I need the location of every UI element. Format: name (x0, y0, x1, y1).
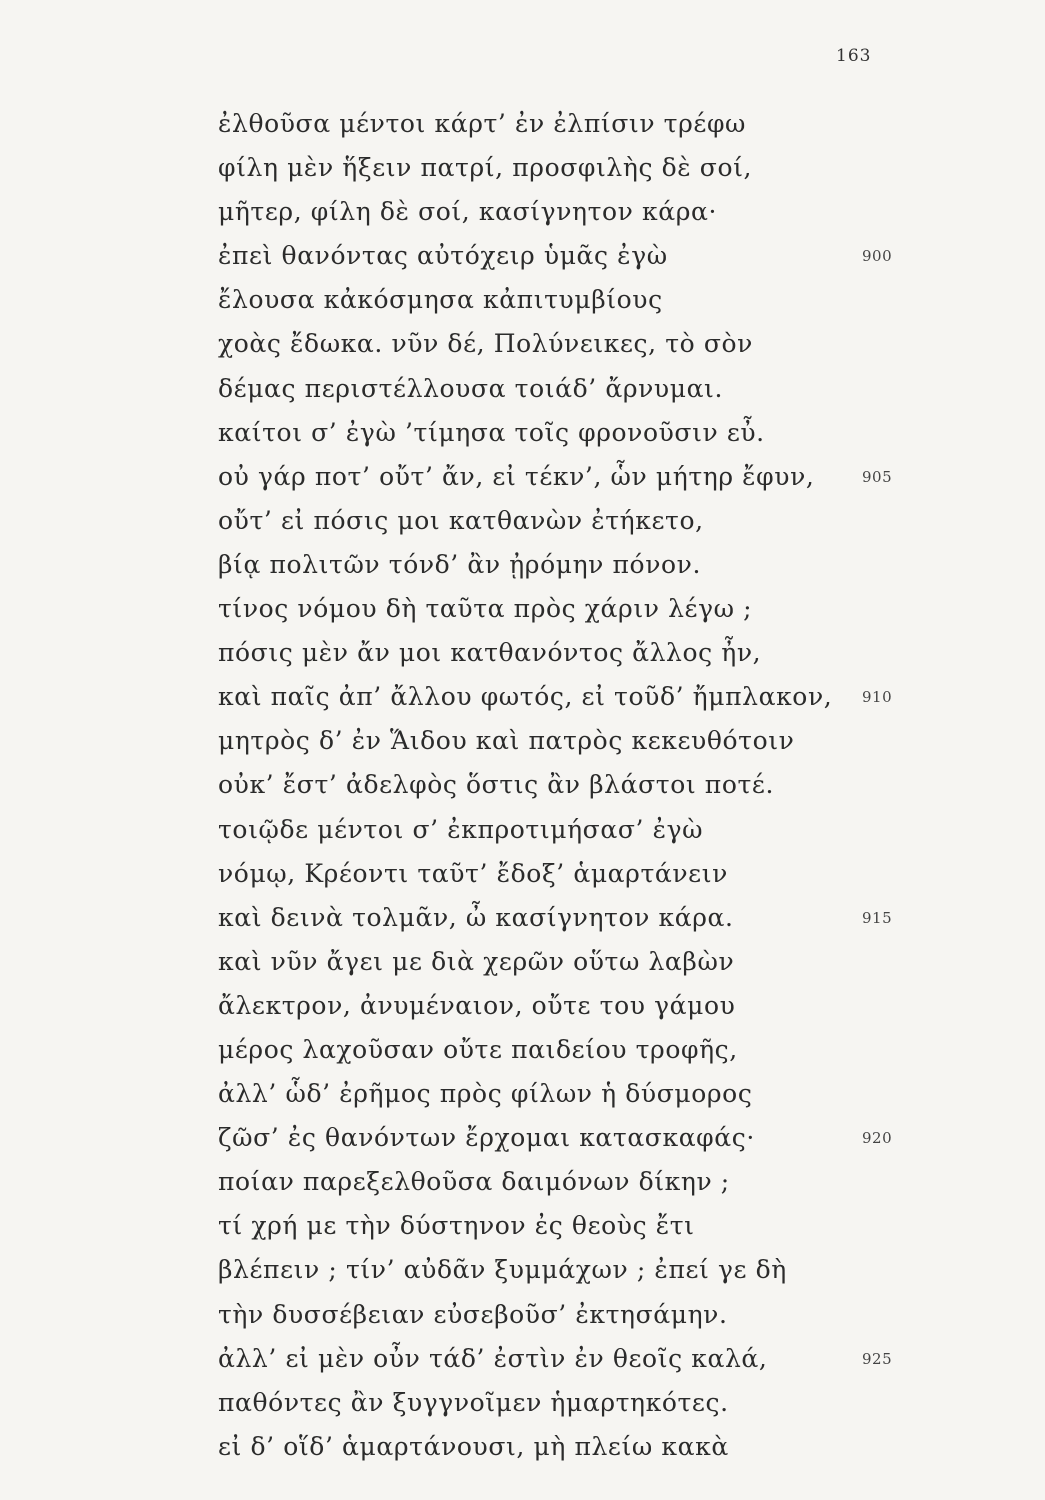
verse-line-text: πόσις μὲν ἄν μοι κατθανόντος ἄλλος ἦν, (218, 638, 762, 668)
verse-line (218, 543, 1018, 587)
verse-line-text: τίνος νόμου δὴ ταῦτα πρὸς χάριν λέγω ; (218, 594, 753, 624)
verse-line (218, 1248, 1018, 1292)
verse-line-text: καίτοι σ’ ἐγὼ ’τίμησα τοῖς φρονοῦσιν εὖ. (218, 417, 765, 447)
verse-line-text: βλέπειν ; τίν’ αὐδᾶν ξυμμάχων ; ἐπεί γε δὴ (218, 1255, 787, 1285)
verse-line-text: εἰ δ’ οἵδ’ ἁμαρτάνουσι, μὴ πλείω κακὰ (218, 1431, 729, 1461)
verse-line-text: οὐ γάρ ποτ’ οὔτ’ ἄν, εἰ τέκν’, ὧν μήτηρ ἔφυν, (218, 461, 815, 491)
verse-line-text: νόμῳ, Κρέοντι ταῦτ’ ἔδοξ’ ἁμαρτάνειν (218, 858, 728, 888)
line-number: 905 (862, 467, 893, 486)
verse-line-text: δέμας περιστέλλουσα τοιάδ’ ἄρνυμαι. (218, 373, 724, 403)
verse-line-text: καὶ δεινὰ τολμᾶν, ὦ κασίγνητον κάρα. (218, 902, 734, 932)
verse-line (218, 940, 1018, 984)
verse-line (218, 763, 1018, 807)
verse-line-text: ἄλεκτρον, ἀνυμέναιον, οὔτε του γάμου (218, 990, 736, 1020)
verse-line-text: ἐλθοῦσα μέντοι κάρτ’ ἐν ἐλπίσιν τρέφω (218, 109, 747, 138)
verse-line-text: ζῶσ’ ἐς θανόντων ἔρχομαι κατασκαφάς· (218, 1123, 755, 1153)
verse-line-text: ἔλουσα κἀκόσμησα κἀπιτυμβίους (218, 285, 663, 315)
verse-line-text: τί χρή με τὴν δύστηνον ἐς θεοὺς ἔτι (218, 1211, 695, 1241)
page-number: 163 (836, 46, 872, 66)
verse-line (218, 190, 1018, 234)
verse-line (218, 1425, 1018, 1469)
line-number: 920 (862, 1129, 893, 1148)
verse-line-text: καὶ παῖς ἀπ’ ἄλλου φωτός, εἰ τοῦδ’ ἤμπλακον, (218, 682, 833, 712)
verse-line-text: βίᾳ πολιτῶν τόνδ’ ἂν ᾐρόμην πόνον. (218, 549, 701, 579)
verse-line (218, 1028, 1018, 1072)
verse-line-text: ἐπεὶ θανόντας αὐτόχειρ ὑμᾶς ἐγὼ (218, 241, 668, 271)
verse-line (218, 499, 1018, 543)
verse-line (218, 852, 1018, 896)
verse-line-text: τὴν δυσσέβειαν εὐσεβοῦσ’ ἐκτησάμην. (218, 1299, 728, 1329)
line-number: 900 (862, 247, 893, 266)
verse-line (218, 1160, 1018, 1204)
line-number: 915 (862, 908, 893, 927)
verse-line-text: ἀλλ’ εἰ μὲν οὖν τάδ’ ἐστὶν ἐν θεοῖς καλά, (218, 1343, 768, 1373)
verse-line-text: καὶ νῦν ἄγει με διὰ χερῶν οὕτω λαβὼν (218, 946, 735, 976)
verse-line-text: ποίαν παρεξελθοῦσα δαιμόνων δίκην ; (218, 1167, 730, 1197)
verse-line (218, 896, 1018, 940)
verse-line-text: οὐκ’ ἔστ’ ἀδελφὸς ὅστις ἂν βλάστοι ποτέ. (218, 770, 775, 800)
verse-line-text: τοιῷδε μέντοι σ’ ἐκπροτιμήσασ’ ἐγὼ (218, 814, 704, 844)
verse-line-text: οὔτ’ εἰ πόσις μοι κατθανὼν ἐτήκετο, (218, 505, 704, 535)
verse-line (218, 322, 1018, 366)
verse-line (218, 1381, 1018, 1425)
verse-line (218, 146, 1018, 190)
verse-line (218, 1337, 1018, 1381)
verse-line (218, 367, 1018, 411)
verse-line (218, 1204, 1018, 1248)
verse-line (218, 719, 1018, 763)
line-number: 910 (862, 688, 893, 707)
verse-line (218, 631, 1018, 675)
verse-line (218, 234, 1018, 278)
verse-line (218, 587, 1018, 631)
verse-line-text: ἀλλ’ ὧδ’ ἐρῆμος πρὸς φίλων ἡ δύσμορος (218, 1079, 753, 1109)
verse-line-text: μῆτερ, φίλη δὲ σοί, κασίγνητον κάρα· (218, 197, 718, 227)
verse-line (218, 411, 1018, 455)
verse-line (218, 1116, 1018, 1160)
verse-line (218, 808, 1018, 852)
verse-line (218, 455, 1018, 499)
verse-line (218, 1072, 1018, 1116)
verse-line (218, 102, 1018, 146)
verse-line (218, 675, 1018, 719)
verse-line-text: μέρος λαχοῦσαν οὔτε παιδείου τροφῆς, (218, 1034, 738, 1064)
verse-line (218, 278, 1018, 322)
verse-line (218, 1293, 1018, 1337)
verse-block (218, 102, 1018, 1469)
verse-line-text: φίλη μὲν ἥξειν πατρί, προσφιλὴς δὲ σοί, (218, 153, 753, 183)
verse-line (218, 984, 1018, 1028)
verse-line-text: παθόντες ἂν ξυγγνοῖμεν ἡμαρτηκότες. (218, 1387, 729, 1417)
verse-line-text: χοὰς ἔδωκα. νῦν δέ, Πολύνεικες, τὸ σὸν (218, 329, 753, 359)
verse-line-text: μητρὸς δ’ ἐν Ἅιδου καὶ πατρὸς κεκευθότοιν (218, 726, 795, 756)
line-number: 925 (862, 1349, 893, 1368)
